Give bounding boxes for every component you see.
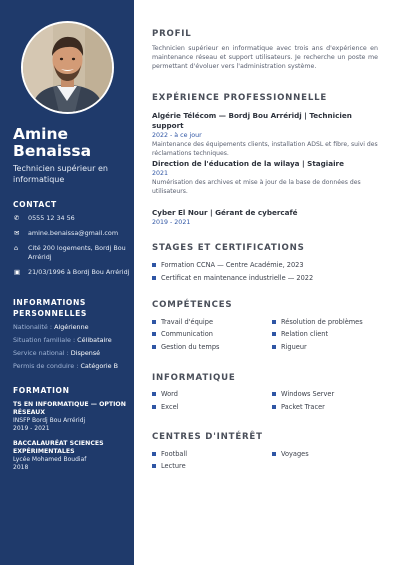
certification-item: [152, 274, 313, 283]
last-name: Benaissa: [13, 142, 92, 160]
certifications-heading: STAGES ET CERTIFICATIONS: [152, 243, 305, 253]
experience-title: Algérie Télécom — Bordj Bou Arréridj | Technicien support: [152, 111, 352, 130]
experience-item: [152, 111, 380, 159]
bullet-icon: [152, 452, 156, 456]
avatar: [23, 23, 112, 112]
interest-item: [152, 450, 187, 459]
bullet-icon: [152, 276, 156, 280]
experience-dates: 2019 - 2021: [152, 219, 191, 226]
info-key: Nationalité :: [13, 323, 53, 331]
experience-description: Numérisation des archives et mise à jour de la base de données des utilisateurs.: [152, 179, 361, 195]
it-skill-text: Packet Tracer: [281, 403, 325, 411]
contact-email: [13, 229, 131, 238]
info-key: Permis de conduire :: [13, 362, 79, 370]
bullet-icon: [272, 332, 276, 336]
certification-text: Certificat en maintenance industrielle — 2022: [161, 274, 314, 282]
interests-heading: CENTRES D'INTÉRÊT: [152, 432, 263, 442]
bullet-icon: [272, 345, 276, 349]
it-skill-item: [272, 390, 334, 399]
certification-item: [152, 261, 304, 270]
contact-heading: CONTACT: [13, 200, 57, 209]
contact-phone: [13, 214, 131, 223]
education-item: [13, 440, 129, 472]
info-value: Dispensé: [70, 349, 101, 357]
email-icon: ✉: [14, 229, 20, 237]
sidebar: [0, 0, 134, 565]
email-text: amine.benaissa@gmail.com: [28, 229, 119, 237]
education-heading: FORMATION: [13, 386, 70, 395]
portrait-illustration: [23, 23, 112, 112]
experience-dates: 2021: [152, 170, 169, 177]
degree: BACCALAURÉAT SCIENCES EXPÉRIMENTALES: [13, 440, 104, 455]
it-skill-text: Word: [161, 390, 178, 398]
it-heading: INFORMATIQUE: [152, 373, 236, 383]
education-item: [13, 401, 129, 433]
it-skill-text: Excel: [161, 403, 179, 411]
info-value: Catégorie B: [80, 362, 119, 370]
personal-info-heading: INFORMATIONS PERSONNELLES: [13, 298, 87, 318]
info-row: [13, 323, 131, 332]
school: Lycée Mohamed Boudiaf: [13, 456, 87, 463]
avatar-frame: [21, 21, 114, 114]
bullet-icon: [272, 405, 276, 409]
it-skill-text: Windows Server: [281, 390, 335, 398]
birth-text: 21/03/1996 à Bordj Bou Arréridj: [28, 268, 130, 276]
info-row: [13, 349, 131, 358]
degree: TS EN INFORMATIQUE — OPTION RÉSEAUX: [13, 401, 126, 416]
it-skill-item: [272, 403, 325, 412]
bullet-icon: [272, 452, 276, 456]
experience-title: Cyber El Nour | Gérant de cybercafé: [152, 208, 298, 217]
skill-text: Rigueur: [281, 343, 307, 351]
experience-description: Maintenance des équipements clients, installation ADSL et fibre, suivi des réclamations techniques.: [152, 141, 378, 157]
bullet-icon: [272, 392, 276, 396]
info-row: [13, 336, 131, 345]
address-text: Cité 200 logements, Bordj Bou Arréridj: [28, 244, 126, 261]
experience-item: [152, 159, 380, 197]
contact-address: [13, 244, 131, 262]
bullet-icon: [152, 345, 156, 349]
skill-text: Résolution de problèmes: [281, 318, 363, 326]
skill-item: [272, 343, 307, 352]
it-skill-item: [152, 403, 178, 412]
skill-text: Travail d'équipe: [161, 318, 214, 326]
info-value: Célibataire: [77, 336, 112, 344]
contact-list: [13, 214, 131, 283]
experience-title: Direction de l'éducation de la wilaya | Stagiaire: [152, 159, 344, 168]
skill-item: [272, 330, 328, 339]
info-key: Situation familiale :: [13, 336, 76, 344]
info-row: [13, 362, 131, 371]
certification-text: Formation CCNA — Centre Académie, 2023: [161, 261, 304, 269]
profile-heading: PROFIL: [152, 29, 192, 39]
interest-text: Lecture: [161, 462, 186, 470]
bullet-icon: [152, 405, 156, 409]
skills-heading: COMPÉTENCES: [152, 300, 233, 310]
education-list: [13, 401, 129, 479]
skill-text: Gestion du temps: [161, 343, 220, 351]
profile-summary: Technicien supérieur en informatique avec trois ans d'expérience en maintenance réseau et support utilisateurs. Je recherche un poste me permettant d'évoluer vers l'administration système.: [152, 45, 378, 70]
info-value: Algérienne: [54, 323, 89, 331]
skill-item: [152, 330, 213, 339]
interest-text: Voyages: [281, 450, 309, 458]
info-key: Service national :: [13, 349, 69, 357]
experience-heading: EXPÉRIENCE PROFESSIONNELLE: [152, 93, 328, 103]
experience-item: [152, 208, 380, 227]
skill-text: Communication: [161, 330, 213, 338]
first-name: Amine: [13, 125, 69, 143]
bullet-icon: [152, 320, 156, 324]
location-icon: ⌂: [14, 244, 19, 252]
interest-item: [152, 462, 186, 471]
personal-info-list: [13, 323, 131, 375]
bullet-icon: [152, 263, 156, 267]
bullet-icon: [272, 320, 276, 324]
job-title: Technicien supérieur en informatique: [13, 164, 108, 184]
experience-dates: 2022 - à ce jour: [152, 132, 202, 139]
it-skill-item: [152, 390, 178, 399]
bullet-icon: [152, 332, 156, 336]
bullet-icon: [152, 392, 156, 396]
interest-text: Football: [161, 450, 188, 458]
phone-text: 0555 12 34 56: [28, 214, 75, 222]
years: 2019 - 2021: [13, 425, 50, 432]
candidate-name: [13, 126, 128, 160]
school: INSFP Bordj Bou Arréridj: [13, 417, 86, 424]
skill-item: [152, 318, 213, 327]
skill-item: [272, 318, 363, 327]
skill-item: [152, 343, 219, 352]
birth-icon: ▣: [14, 268, 21, 276]
contact-birth: [13, 268, 131, 277]
interest-item: [272, 450, 309, 459]
skill-text: Relation client: [281, 330, 329, 338]
bullet-icon: [152, 464, 156, 468]
years: 2018: [13, 464, 29, 471]
phone-icon: ✆: [14, 214, 20, 222]
